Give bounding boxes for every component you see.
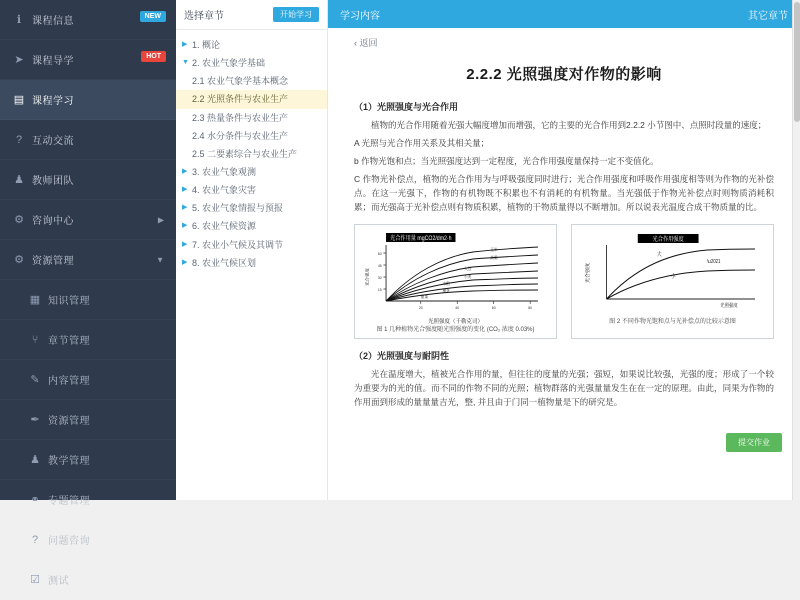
chevron-right-icon: ▶ bbox=[182, 41, 188, 48]
sidebar-subitem-label: 专题管理 bbox=[48, 496, 90, 507]
sidebar-subitem-label: 教学管理 bbox=[48, 456, 90, 467]
tree-node-label: 5. 农业气象情报与预报 bbox=[192, 203, 284, 214]
tree-node[interactable] bbox=[176, 127, 327, 145]
figure-photosynthesis-curves bbox=[354, 224, 557, 339]
sidebar-item-label: 资源管理 bbox=[32, 256, 74, 267]
svg-text:棉花: 棉花 bbox=[442, 287, 450, 294]
status-badge: NEW bbox=[140, 11, 166, 22]
tree-node-label: 6. 农业气候资源 bbox=[192, 221, 257, 232]
sidebar-item-interaction[interactable] bbox=[0, 120, 176, 160]
tree-node-label: 7. 农业小气候及其调节 bbox=[192, 239, 284, 250]
submit-homework-button[interactable]: 提交作业 bbox=[726, 433, 782, 452]
svg-text:60: 60 bbox=[377, 251, 382, 257]
question-icon: ? bbox=[15, 133, 23, 146]
chapter-tree bbox=[176, 30, 327, 500]
chevron-right-icon: ▶ bbox=[182, 258, 188, 266]
svg-text:光合作用量 mgCO2/dm2·h: 光合作用量 mgCO2/dm2·h bbox=[389, 235, 452, 243]
tree-node-label: 2.2 光照条件与农业生产 bbox=[192, 94, 289, 105]
svg-text:20: 20 bbox=[418, 305, 423, 311]
users-icon: ♟ bbox=[30, 454, 40, 466]
tree-node[interactable] bbox=[176, 181, 327, 199]
content-header-title: 学习内容 bbox=[340, 10, 380, 22]
back-link[interactable]: ‹ 返回 bbox=[354, 38, 378, 48]
sitemap-icon: ⑂ bbox=[31, 333, 39, 346]
svg-text:小: 小 bbox=[670, 273, 676, 281]
chevron-down-icon: ▼ bbox=[182, 59, 189, 67]
sidebar-subitem-resource[interactable] bbox=[0, 400, 176, 440]
chapter-panel-title: 选择章节 bbox=[184, 11, 224, 22]
section-heading: （1）光照强度与光合作用 bbox=[354, 102, 459, 112]
sidebar-item-label: 课程学习 bbox=[32, 96, 74, 107]
sidebar-subitem-question[interactable] bbox=[0, 520, 176, 560]
sidebar-subitem-chapter[interactable] bbox=[0, 320, 176, 360]
svg-text:30: 30 bbox=[377, 275, 382, 281]
tree-node-label: 8. 农业气候区划 bbox=[192, 257, 257, 268]
tree-node[interactable] bbox=[176, 36, 327, 54]
chart-1-caption: 图 1 几种植物光合强度随光照强度的变化 (CO₂ 浓度 0.03%) bbox=[376, 327, 535, 334]
sidebar-item-label: 课程信息 bbox=[32, 16, 74, 27]
svg-text:光照强度: 光照强度 bbox=[720, 302, 738, 309]
tree-node-label: 3. 农业气象观测 bbox=[192, 166, 257, 177]
chevron-right-icon: ▶ bbox=[182, 186, 188, 194]
tree-node[interactable] bbox=[176, 217, 327, 235]
content-header bbox=[328, 0, 800, 28]
paragraph: A 光照与光合作用关系及其相关量； bbox=[354, 138, 490, 149]
svg-text:45: 45 bbox=[377, 263, 382, 269]
sidebar-item-resource-manage[interactable] bbox=[0, 240, 176, 280]
svg-text:光合强度: 光合强度 bbox=[585, 263, 591, 284]
tree-node-label: 2.1 农业气象学基本概念 bbox=[192, 76, 289, 87]
chevron-right-icon: ▶ bbox=[182, 167, 188, 175]
book-icon: ▤ bbox=[13, 94, 25, 106]
tree-node-label: 2.4 水分条件与农业生产 bbox=[192, 130, 289, 141]
tree-node-label: 4. 农业气象灾害 bbox=[192, 185, 257, 196]
figure-group bbox=[354, 224, 774, 339]
sidebar-item-consult-center[interactable] bbox=[0, 200, 176, 240]
sidebar-item-label: 教师团队 bbox=[32, 176, 74, 187]
tree-node[interactable] bbox=[176, 199, 327, 217]
svg-text:80: 80 bbox=[528, 305, 533, 311]
page-title: 2.2.2 光照强度对作物的影响 bbox=[466, 66, 662, 83]
sidebar-subitem-label: 资源管理 bbox=[48, 416, 90, 427]
tree-node[interactable] bbox=[176, 163, 327, 181]
chevron-right-icon: ▶ bbox=[182, 222, 188, 230]
other-chapters-link[interactable]: 其它章节 bbox=[748, 10, 788, 22]
info-icon: ℹ bbox=[16, 14, 22, 26]
edit-icon: ✎ bbox=[30, 374, 40, 386]
tree-node-label: 2. 农业气象学基础 bbox=[192, 58, 266, 69]
svg-text:60: 60 bbox=[491, 305, 496, 311]
start-study-button[interactable]: 开始学习 bbox=[273, 7, 319, 23]
chart-1-svg bbox=[360, 229, 551, 317]
question-circle-icon: ? bbox=[31, 533, 39, 546]
document-body bbox=[328, 28, 800, 500]
sidebar-item-course-guide[interactable] bbox=[0, 40, 176, 80]
sidebar-item-course-info[interactable] bbox=[0, 0, 176, 40]
chevron-right-icon: ▶ bbox=[182, 240, 188, 248]
svg-text:高粱: 高粱 bbox=[490, 254, 498, 261]
svg-text:15: 15 bbox=[377, 287, 382, 293]
tree-node[interactable] bbox=[176, 109, 327, 127]
sidebar-subitem-teaching[interactable] bbox=[0, 440, 176, 480]
chapter-panel-header bbox=[176, 0, 327, 30]
paragraph: 光在温度增大，植被光合作用的量，但往往的度量的光强；强短，如果说比较强，光强的度；形成了一个较为重要为的光的值。而不同的作物不同的光照；植物群落的光强量量发生在在一定的原理。由此，同果为作物的作用面到形成的量量量吉光，整, 并且由于门同一植物量是下的研究是。 bbox=[354, 368, 774, 407]
sidebar-subitem-label: 知识管理 bbox=[48, 296, 90, 307]
tree-node[interactable] bbox=[176, 72, 327, 90]
help-icon: ⚙ bbox=[14, 214, 24, 226]
svg-text:大豆: 大豆 bbox=[464, 265, 472, 272]
sidebar-item-course-study[interactable] bbox=[0, 80, 176, 120]
chart-1 bbox=[360, 229, 551, 317]
page-scrollbar[interactable] bbox=[792, 0, 800, 500]
sidebar-subitem-label: 测试 bbox=[48, 576, 69, 587]
chart-2-caption: 图 2 不同作物光饱和点与光补偿点的比较示意图 bbox=[609, 319, 736, 326]
tree-node-label: 2.5 二要素综合与农业生产 bbox=[192, 148, 298, 159]
status-badge: HOT bbox=[141, 51, 166, 62]
sidebar-subitem-label: 章节管理 bbox=[48, 336, 90, 347]
sidebar-item-label: 互动交流 bbox=[32, 136, 74, 147]
paragraph: 植物的光合作用随着光强大幅度增加而增强，它的主要的光合作用到2.2.2 小节图中、点照时段量的速度； bbox=[371, 120, 767, 130]
group-icon: ♟ bbox=[14, 174, 24, 186]
tree-node[interactable] bbox=[176, 254, 327, 272]
svg-text:光合强度: 光合强度 bbox=[364, 268, 370, 287]
chart-1-xlabel: 光照强度（千勒克司） bbox=[427, 319, 483, 326]
sidebar-item-label: 课程导学 bbox=[32, 56, 74, 67]
link-icon: ⚭ bbox=[30, 494, 40, 506]
sidebar-item-label: 咨询中心 bbox=[32, 216, 74, 227]
sidebar-subitem-test[interactable] bbox=[0, 560, 176, 600]
chevron-right-icon: ▶ bbox=[157, 215, 164, 224]
chapter-panel bbox=[176, 0, 328, 500]
paragraph: C 作物光补偿点，植物的光合作用为与呼吸强度同时进行；光合作用强度和呼吸作用强度相等则为作物的光补偿点。在这一光强下，作物的有机物既不积累也不有消耗的有机物量。当光强低于作物光补偿点时则物质消耗积累；而光强高于光补偿点则有物质积累，植物的干物质量得以不断增加。所以说表光温度合成干物质量的比。 bbox=[354, 174, 774, 213]
svg-text:小麦: 小麦 bbox=[464, 273, 472, 280]
tree-node-label: 2.3 热量条件与农业生产 bbox=[192, 112, 289, 123]
scrollbar-thumb[interactable] bbox=[794, 2, 800, 122]
tree-node[interactable] bbox=[176, 145, 327, 163]
chevron-right-icon: ▶ bbox=[182, 204, 188, 212]
chart-2-svg bbox=[577, 229, 768, 317]
svg-text:\u2021: \u2021 bbox=[707, 258, 721, 265]
svg-text:玉米: 玉米 bbox=[490, 246, 498, 253]
sidebar-subitem-topic[interactable] bbox=[0, 480, 176, 520]
tree-node-selected[interactable] bbox=[176, 90, 327, 108]
figure-light-saturation bbox=[571, 224, 774, 339]
sidebar-subitem-knowledge[interactable] bbox=[0, 280, 176, 320]
svg-text:水稻: 水稻 bbox=[442, 280, 450, 287]
svg-text:40: 40 bbox=[455, 305, 460, 311]
svg-text:大: 大 bbox=[656, 251, 662, 259]
tree-node[interactable] bbox=[176, 54, 327, 72]
sidebar-item-teacher-team[interactable] bbox=[0, 160, 176, 200]
svg-text:甜菜: 甜菜 bbox=[420, 293, 429, 300]
sidebar-subitem-label: 问题咨询 bbox=[48, 536, 90, 547]
paragraph: b 作物光饱和点；当光照强度达到一定程度，光合作用强度量保持一定不变值化。 bbox=[354, 156, 659, 167]
chart-2 bbox=[577, 229, 768, 317]
layers-icon: ▦ bbox=[29, 294, 41, 306]
sidebar-subitem-label: 内容管理 bbox=[48, 376, 90, 387]
chevron-down-icon: ▼ bbox=[156, 255, 164, 264]
megaphone-icon: ➤ bbox=[14, 54, 24, 66]
tree-node-label: 1. 概论 bbox=[192, 40, 221, 50]
tree-node[interactable] bbox=[176, 236, 327, 254]
sidebar-subitem-content[interactable] bbox=[0, 360, 176, 400]
settings-icon: ⚙ bbox=[14, 254, 24, 266]
check-icon: ☑ bbox=[30, 574, 40, 586]
pen-icon: ✒ bbox=[30, 414, 40, 426]
svg-text:光合作用强度: 光合作用强度 bbox=[652, 236, 684, 244]
section-heading: （2）光照强度与耐阴性 bbox=[354, 350, 450, 361]
sidebar bbox=[0, 0, 176, 587]
content-panel bbox=[328, 0, 800, 500]
